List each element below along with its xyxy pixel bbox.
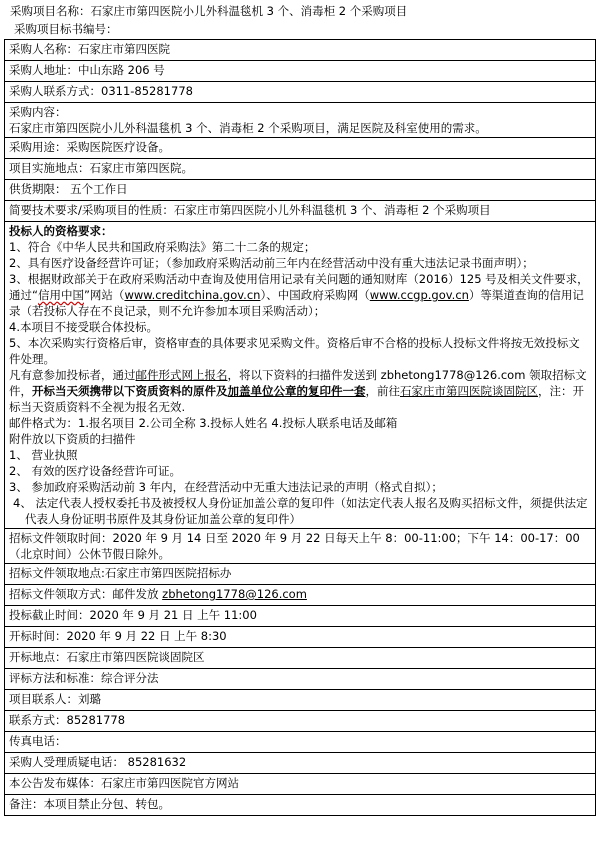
attachments-intro: 附件放以下资质的扫描件 xyxy=(9,432,136,446)
contact-phone-row: 联系方式：85281778 xyxy=(5,711,596,732)
notice-header xyxy=(0,0,601,38)
hospital-campus-text: 石家庄市第四医院谈固院区 xyxy=(400,384,538,398)
doc-place-row: 招标文件领取地点:石家庄市第四医院招标办 xyxy=(5,564,596,585)
qual-item-5: 5、本次采购实行资格后审，资格审查的具体要求见采购文件。资格后审不合格的投标人投标文件将按无效投标文件处理。 xyxy=(9,336,580,366)
email-link[interactable]: zbhetong1778@126.com xyxy=(162,587,307,601)
content-label: 采购内容： xyxy=(9,105,67,119)
purchaser-name-row: 采购人名称：石家庄市第四医院 xyxy=(5,40,596,61)
purchaser-address-row: 采购人地址：中山东路 206 号 xyxy=(5,61,596,82)
purchaser-contact-row: 采购人联系方式：0311-85281778 xyxy=(5,82,596,103)
tech-row: 简要技术要求/采购项目的性质：石家庄市第四医院小儿外科温毯机 3 个、消毒柜 2 个采购项目 xyxy=(5,201,596,222)
content-row xyxy=(5,103,596,138)
qual-item-4: 4.本项目不接受联合体投标。 xyxy=(9,320,158,334)
ccgp-link[interactable]: www.ccgp.gov.cn xyxy=(369,288,469,302)
qual-item-3: 3、根据财政部关于在政府采购活动中查询及使用信用记录有关问题的通知财库（2016）125 号及相关文件要求，通过“信用中国”网站（www.creditchina.gov.cn）、中国政府采购网（www.ccgp.gov.cn）等渠道查询的信用记录（若投标人存在不良记录，则不允许参加本项目采购活动）； xyxy=(9,272,589,318)
doc-time-row: 招标文件领取时间：2020 年 9 月 14 日至 2020 年 9 月 22 日每天上午 8：00-11:00；下午 14：00-17：00（北京时间）公休节假日除外。 xyxy=(5,529,596,564)
attachment-4: 4、 法定代表人授权委托书及被授权人身份证加盖公章的复印件（如法定代表人报名及购买招标文件，须提供法定代表人身份证明书原件及其身份证加盖公章的复印件） xyxy=(13,496,588,526)
email-registration-text: 邮件形式网上报名 xyxy=(135,368,228,382)
content-text: 石家庄市第四医院小儿外科温毯机 3 个、消毒柜 2 个采购项目，满足医院及科室使用的需求。 xyxy=(9,121,487,135)
attachment-2: 2、 有效的医疗设备经营许可证。 xyxy=(9,464,181,478)
opening-place-row: 开标地点：石家庄市第四医院谈固院区 xyxy=(5,648,596,669)
contact-person-row: 项目联系人：刘璐 xyxy=(5,690,596,711)
complaint-phone-row: 采购人受理质疑电话： 85281632 xyxy=(5,753,596,774)
project-number: 采购项目标书编号： xyxy=(14,22,118,36)
evaluation-row: 评标方法和标准：综合评分法 xyxy=(5,669,596,690)
doc-method-row: 招标文件领取方式：邮件发放 zbhetong1778@126.com xyxy=(5,585,596,606)
site-row: 项目实施地点：石家庄市第四医院。 xyxy=(5,159,596,180)
note-row: 备注：本项目禁止分包、转包。 xyxy=(5,795,596,816)
fax-row: 传真电话： xyxy=(5,732,596,753)
opening-time-row: 开标时间：2020 年 9 月 22 日 上午 8:30 xyxy=(5,627,596,648)
supply-row: 供货期限： 五个工作日 xyxy=(5,180,596,201)
attachment-3: 3、 参加政府采购活动前 3 年内，在经营活动中无重大违法记录的声明（格式自拟）； xyxy=(9,480,443,494)
procurement-table xyxy=(4,39,596,816)
qual-item-2: 2、具有医疗设备经营许可证；（参加政府采购活动前三年内在经营活动中没有重大违法记录书面声明）； xyxy=(9,256,534,270)
deadline-row: 投标截止时间：2020 年 9 月 21 日 上午 11:00 xyxy=(5,606,596,627)
qual-item-1: 1、符合《中华人民共和国政府采购法》第二十二条的规定； xyxy=(9,240,316,254)
attachment-1: 1、 营业执照 xyxy=(9,448,78,462)
creditchina-link[interactable]: www.creditchina.gov.cn xyxy=(124,288,261,302)
email-format: 邮件格式为：1.报名项目 2.公司全称 3.投标人姓名 4.投标人联系电话及邮箱 xyxy=(9,416,398,430)
project-name: 采购项目名称：石家庄市第四医院小儿外科温毯机 3 个、消毒柜 2 个采购项目 xyxy=(10,4,408,18)
usage-row: 采购用途：采购医院医疗设备。 xyxy=(5,138,596,159)
stamped-copies-text: 加盖单位公章的复印件一套 xyxy=(227,384,366,398)
qualification-row xyxy=(5,222,596,529)
qualification-title: 投标人的资格要求： xyxy=(9,224,113,238)
media-row: 本公告发布媒体：石家庄市第四医院官方网站 xyxy=(5,774,596,795)
credit-china-text: 信用中国 xyxy=(37,288,84,302)
registration-paragraph: 凡有意参加投标者，通过邮件形式网上报名，将以下资料的扫描件发送到 zbhetong1778@126.com 领取招标文件，开标当天须携带以下资质资料的原件及加盖单位公章的复印件一套，前往石家庄市第四医院谈固院区，注：开标当天资质资料不全视为报名无效. xyxy=(9,368,587,414)
